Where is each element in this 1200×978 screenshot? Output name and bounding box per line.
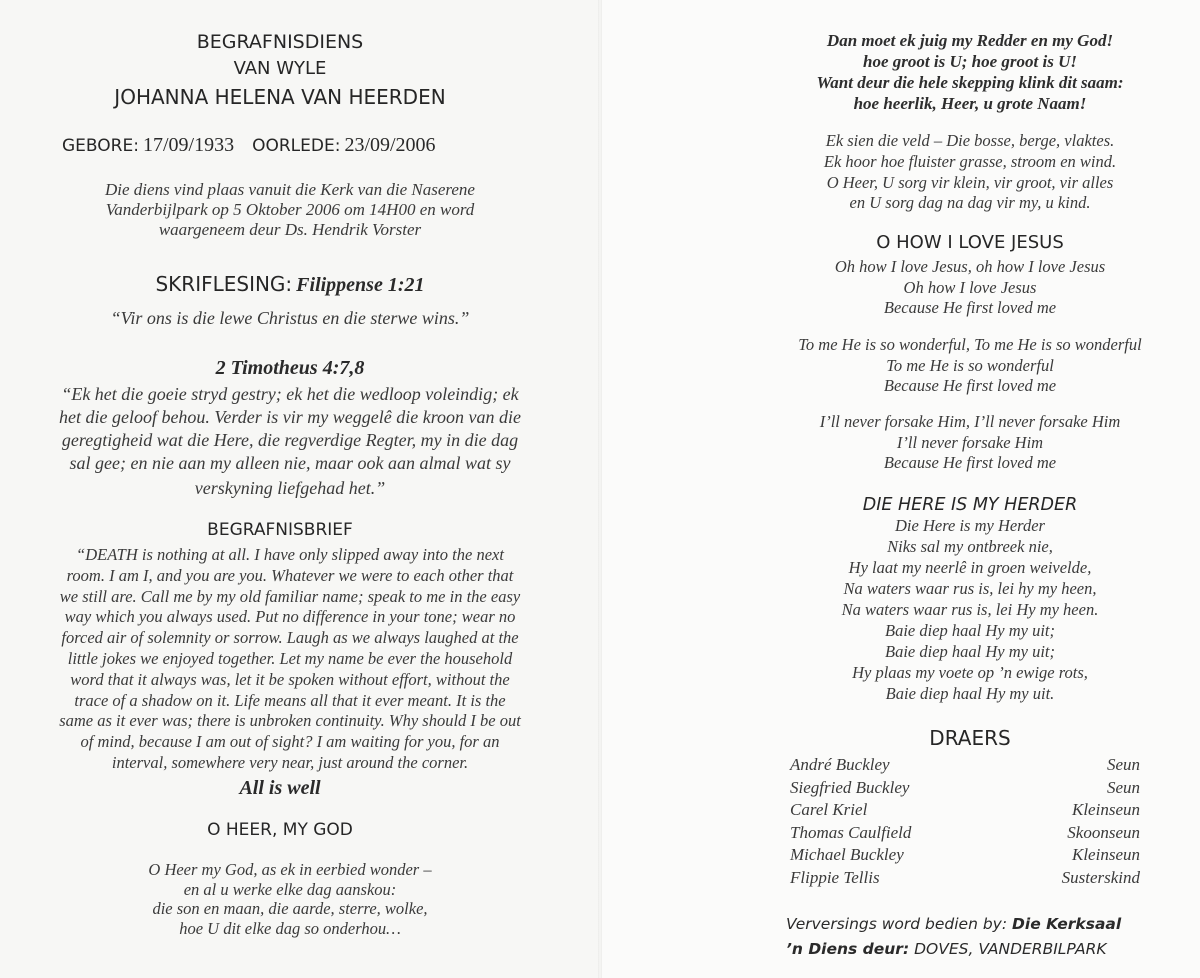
bearer-row: [790, 844, 1140, 867]
hymn-line: die son en maan, die aarde, sterre, wolke,: [152, 899, 428, 918]
letter-line: room. I am I, and you are you. Whatever we were to each other that: [66, 565, 514, 585]
letter-line: way which you always used. Put no difference in your tone; wear no: [64, 607, 516, 627]
verse-line: Ek sien die veld – Die bosse, berge, vlaktes.: [825, 131, 1115, 150]
timothy-line: sal gee; en nie aan my alleen nie, maar ook aan almal wat sy: [69, 453, 511, 473]
letter-line: of mind, because I am out of sight? I am waiting for you, for an: [80, 732, 500, 752]
timothy-line: verskyning liefgehad het.”: [194, 478, 386, 498]
chorus-line: hoe groot is U; hoe groot is U!: [863, 52, 1077, 71]
hymn-herder-text: [730, 515, 1200, 704]
hymn-o-heer-heading: O HEER, MY GOD: [207, 820, 353, 840]
hymn-line: Niks sal my ontbreek nie,: [887, 537, 1053, 556]
timothy-heading: 2 Timotheus 4:7,8: [215, 357, 365, 379]
hymn-line: Because He first loved me: [883, 376, 1057, 395]
hymn-line: Baie diep haal Hy my uit;: [885, 642, 1055, 661]
letter-line: interval, somewhere very near, just around the corner.: [111, 752, 469, 772]
service-provider-label: ’n Diens deur:: [786, 940, 910, 958]
born-value: 17/09/1933: [142, 134, 235, 156]
letter-text: [20, 545, 560, 774]
hymn-love-jesus-stanza-1: [730, 257, 1200, 319]
verse-line: Ek hoor hoe fluister grasse, stroom en wind.: [823, 151, 1117, 171]
service-provider-name: DOVES, VANDERBILPARK: [914, 940, 1107, 958]
bearer-row: [790, 867, 1140, 890]
letter-line: trace of a shadow on it. Life means all that it ever meant. It is the: [74, 690, 506, 710]
bearer-row: [790, 822, 1140, 845]
scripture-quote: “Vir ons is die lewe Christus en die sterwe wins.”: [110, 308, 470, 328]
letter-line: we still are. Call me by my old familiar name; speak to me in the easy: [59, 586, 521, 606]
born-label: GEBORE:: [62, 136, 139, 156]
service-info-line: waargeneem deur Ds. Hendrik Vorster: [158, 220, 422, 239]
chorus-line: hoe heerlik, Heer, u grote Naam!: [853, 94, 1087, 113]
chorus-line: Dan moet ek juig my Redder en my God!: [826, 31, 1114, 50]
programme-title: BEGRAFNISDIENS: [196, 31, 364, 53]
hymn-line: Baie diep haal Hy my uit;: [885, 621, 1055, 640]
bearer-name: André Buckley: [790, 755, 890, 774]
hymn-line: Because He first loved me: [883, 298, 1057, 317]
hymn-love-jesus-stanza-3: [730, 412, 1200, 474]
bearer-name: Michael Buckley: [790, 845, 904, 865]
bearer-name: Flippie Tellis: [790, 867, 880, 887]
hymn-line: Die Here is my Herder: [895, 516, 1045, 535]
hymn-line: Hy laat my neerlê in groen weivelde,: [848, 558, 1092, 577]
service-info: [50, 180, 530, 240]
bearer-row: [790, 754, 1140, 777]
hymn-chorus: [730, 30, 1200, 114]
footer-refreshments: [786, 912, 1186, 936]
hymn-line: To me He is so wonderful, To me He is so wonderful: [798, 335, 1142, 354]
refreshments-label: Verversings word bedien by:: [786, 915, 1008, 933]
bearers-list: [790, 754, 1140, 890]
died-label: OORLEDE:: [252, 136, 341, 156]
timothy-line: “Ek het die goeie stryd gestry; ek het die wedloop voleindig; ek: [61, 384, 519, 404]
programme-subtitle: VAN WYLE: [233, 58, 327, 79]
refreshments-venue: Die Kerksaal: [1012, 915, 1122, 933]
bearer-relation: Seun: [1106, 777, 1140, 797]
bearer-relation: Susterskind: [1061, 867, 1140, 887]
bearer-name: Siegfried Buckley: [790, 777, 910, 797]
bearers-heading: DRAERS: [929, 726, 1011, 750]
hymn-herder-heading: DIE HERE IS MY HERDER: [862, 495, 1078, 515]
hymn-love-jesus-stanza-2: [730, 335, 1200, 397]
hymn-line: Baie diep haal Hy my uit.: [885, 684, 1055, 703]
scripture-reference: Filippense 1:21: [296, 274, 425, 296]
bearer-relation: Seun: [1106, 755, 1140, 774]
hymn-line: I’ll never forsake Him: [896, 432, 1044, 452]
hymn-line: hoe U dit elke dag so onderhou…: [179, 918, 401, 938]
hymn-o-heer-text: [60, 860, 520, 938]
hymn-verse-2: [730, 131, 1200, 214]
timothy-line: geregtigheid wat die Here, die regverdige Regter, my in die dag: [61, 430, 519, 450]
hymn-line: Oh how I love Jesus: [903, 277, 1037, 297]
page-fold: [598, 0, 602, 978]
letter-line: same as it ever was; there is unbroken continuity. Why should I be out: [59, 711, 521, 731]
letter-heading: BEGRAFNISBRIEF: [207, 520, 353, 540]
bearer-relation: Kleinseun: [1072, 845, 1140, 865]
verse-line: en U sorg dag na dag vir my, u kind.: [849, 193, 1091, 213]
bearer-relation: Skoonseun: [1067, 822, 1140, 842]
letter-line: little jokes we enjoyed together. Let my name be ever the household: [67, 648, 513, 668]
bearer-row: [790, 799, 1140, 822]
bearer-name: Thomas Caulfield: [790, 822, 912, 842]
footer-funeral-service: [786, 937, 1186, 961]
timothy-line: het die geloof behou. Verder is vir my weggelê die kroon van die: [58, 407, 522, 427]
deceased-name: JOHANNA HELENA VAN HEERDEN: [114, 85, 446, 109]
bearer-row: [790, 777, 1140, 800]
scripture-heading: [60, 272, 520, 297]
chorus-line: Want deur die hele skepping klink dit saam:: [816, 73, 1124, 92]
service-info-line: Vanderbijlpark op 5 Oktober 2006 om 14H00 en word: [105, 200, 475, 219]
hymn-line: en al u werke elke dag aanskou:: [183, 879, 397, 899]
bearer-name: Carel Kriel: [790, 800, 868, 820]
died-value: 23/09/2006: [344, 134, 436, 156]
hymn-line: Hy plaas my voete op ’n ewige rots,: [852, 663, 1088, 682]
hymn-line: O Heer my God, as ek in eerbied wonder –: [148, 860, 432, 879]
letter-line: forced air of solemnity or sorrow. Laugh as we always laughed at the: [61, 628, 519, 648]
hymn-line: Oh how I love Jesus, oh how I love Jesus: [834, 257, 1106, 276]
bearer-relation: Kleinseun: [1072, 800, 1140, 820]
verse-line: O Heer, U sorg vir klein, vir groot, vir alles: [826, 172, 1114, 192]
hymn-line: Because He first loved me: [883, 453, 1057, 472]
hymn-line: Na waters waar rus is, lei hy my heen,: [843, 579, 1097, 598]
timothy-text: [20, 383, 560, 500]
hymn-line: Na waters waar rus is, lei Hy my heen.: [841, 600, 1099, 619]
dates-line: [62, 134, 522, 157]
hymn-line: To me He is so wonderful: [886, 355, 1054, 375]
hymn-line: I’ll never forsake Him, I’ll never forsake Him: [819, 412, 1121, 431]
hymn-love-jesus-heading: O HOW I LOVE JESUS: [876, 232, 1064, 253]
scripture-label: SKRIFLESING:: [155, 272, 293, 296]
letter-closing: All is well: [239, 777, 321, 799]
service-info-line: Die diens vind plaas vanuit die Kerk van die Naserene: [105, 180, 475, 199]
programme-header: [80, 28, 480, 112]
letter-line: word that it always was, let it be spoken without effort, without the: [70, 669, 510, 689]
letter-line: “DEATH is nothing at all. I have only slipped away into the next: [76, 545, 504, 564]
